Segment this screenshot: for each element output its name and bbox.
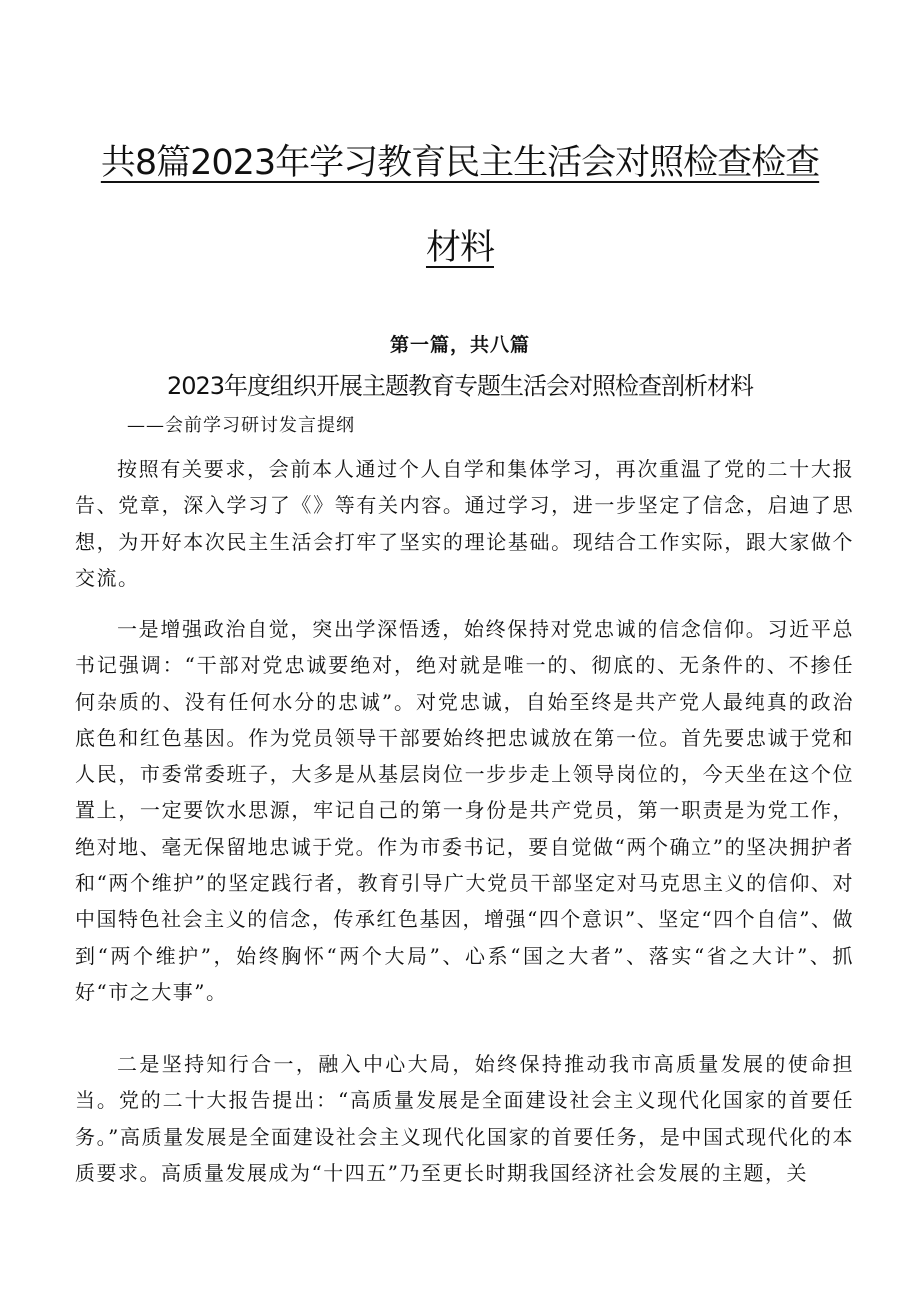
section-title: 2023年度组织开展主题教育专题生活会对照检查剖析材料: [166, 372, 754, 400]
body-paragraph-2: 一是增强政治自觉，突出学深悟透，始终保持对党忠诚的信念信仰。习近平总书记强调：“干部对党忠诚要绝对，绝对就是唯一的、彻底的、无条件的、不掺任何杂质的、没有任何水分的忠诚”。对党忠诚，自始至终是共产党人最纯真的政治底色和红色基因。作为党员领导干部要始终把忠诚放在第一位。首先要忠诚于党和人民，市委常委班子，大多是从基层岗位一步步走上领导岗位的，今天坐在这个位置上，一定要饮水思源，牢记自己的第一身份是共产党员，第一职责是为党工作，绝对地、毫无保留地忠诚于党。作为市委书记，要自觉做“两个确立”的坚决拥护者和“两个维护”的坚定践行者，教育引导广大党员干部坚定对马克思主义的信仰、对中国特色社会主义的信念，传承红色基因，增强“四个意识”、坚定“四个自信”、做到“两个维护”，始终胸怀“两个大局”、心系“国之大者”、落实“省之大计”、抓好“市之大事”。: [75, 617, 854, 1004]
section-label: 第一篇，共八篇: [389, 334, 530, 356]
body-paragraph-3: 二是坚持知行合一，融入中心大局，始终保持推动我市高质量发展的使命担当。党的二十大报告提出：“高质量发展是全面建设社会主义现代化国家的首要任务。”高质量发展是全面建设社会主义现代化国家的首要任务，是中国式现代化的本质要求。高质量发展成为“十四五”乃至更长时期我国经济社会发展的主题，关: [75, 1052, 854, 1185]
body-paragraph-1: 按照有关要求，会前本人通过个人自学和集体学习，再次重温了党的二十大报告、党章，深入学习了《》等有关内容。通过学习，进一步坚定了信念，启迪了思想，为开好本次民主生活会打牢了坚实的理论基础。现结合工作实际，跟大家做个交流。: [75, 457, 854, 590]
document-title-line-1: 共8篇2023年学习教育民主生活会对照检查检查: [100, 143, 820, 183]
subtitle: ——会前学习研讨发言提纲: [127, 415, 355, 436]
document-title-line-2: 材料: [425, 228, 494, 268]
